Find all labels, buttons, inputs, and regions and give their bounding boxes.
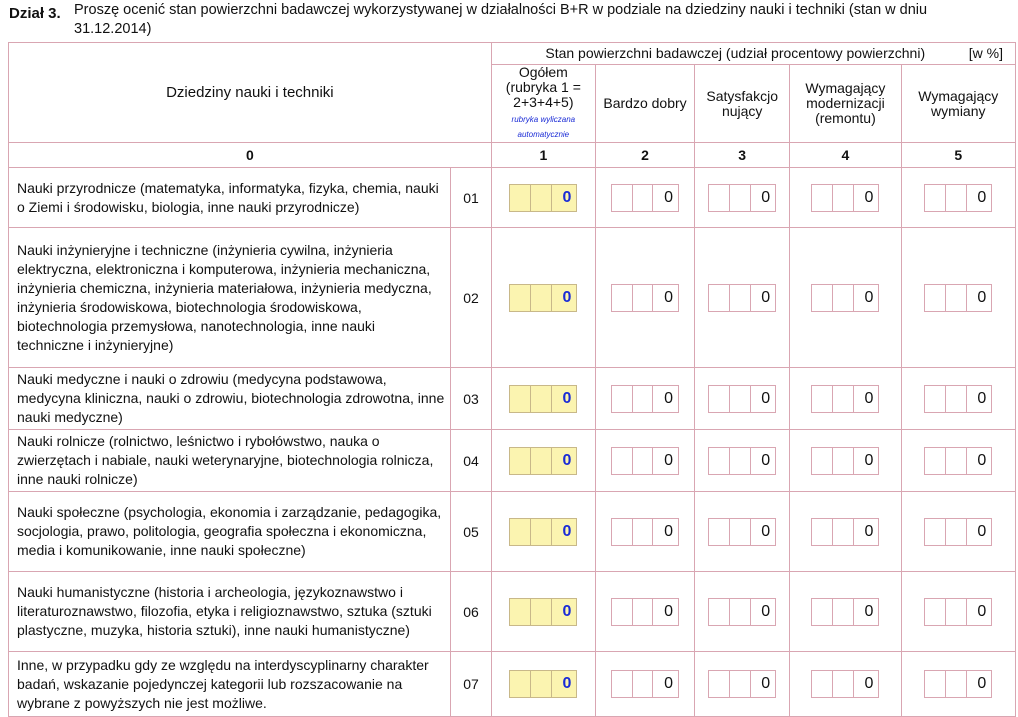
field-value: 0 — [977, 602, 987, 620]
field-value: 0 — [664, 389, 674, 407]
field-value: 0 — [977, 675, 987, 692]
total-field — [509, 518, 577, 546]
value-cell — [695, 168, 790, 228]
row-code: 07 — [451, 652, 491, 717]
percent-input[interactable] — [924, 598, 992, 626]
field-value: 0 — [664, 522, 674, 540]
table-row — [9, 652, 1016, 717]
percent-input[interactable] — [924, 385, 992, 413]
value-cell — [695, 430, 790, 492]
field-value: 0 — [977, 389, 987, 407]
domain-label: Nauki społeczne (psychologia, ekonomia i zarządzanie, pedagogika, socjologia, prawo, politologia, geografia społeczna i ekonomiczna, media i komunikowanie, inne nauki społeczne) — [9, 492, 451, 572]
value-cell — [595, 168, 694, 228]
field-value: 0 — [761, 288, 771, 306]
field-value: 0 — [761, 188, 771, 206]
field-value: 0 — [664, 451, 674, 469]
field-value: 0 — [761, 522, 771, 540]
total-cell — [491, 652, 595, 717]
value-cell — [790, 368, 901, 430]
field-value: 0 — [761, 675, 771, 692]
field-value: 0 — [562, 602, 572, 620]
total-cell — [491, 430, 595, 492]
field-value: 0 — [977, 288, 987, 306]
percent-input[interactable] — [811, 447, 879, 475]
percent-input[interactable] — [708, 447, 776, 475]
value-cell — [901, 572, 1015, 652]
value-cell — [595, 572, 694, 652]
total-field — [509, 284, 577, 312]
total-field — [509, 670, 577, 698]
field-value: 0 — [977, 522, 987, 540]
domain-label: Nauki humanistyczne (historia i archeologia, językoznawstwo i literaturoznawstwo, filozofia, etyka i religioznawstwo, sztuka (sztuki plastyczne, muzyka, historia sztuki), inne nauki humanistyczne) — [9, 572, 451, 652]
row-code: 04 — [451, 430, 491, 492]
total-cell — [491, 492, 595, 572]
percent-input[interactable] — [811, 184, 879, 212]
percent-input[interactable] — [924, 184, 992, 212]
field-value: 0 — [562, 188, 572, 206]
header-col3: Satysfakcjo nujący — [695, 65, 790, 143]
unit-label: [w %] — [968, 45, 1003, 61]
header-dziedziny: Dziedziny nauki i techniki — [9, 43, 492, 143]
header-col1-label: Ogółem (rubryka 1 = 2+3+4+5) — [505, 64, 581, 110]
field-value: 0 — [562, 288, 572, 306]
value-cell — [790, 430, 901, 492]
row-code: 06 — [451, 572, 491, 652]
percent-input[interactable] — [708, 598, 776, 626]
field-value: 0 — [977, 188, 987, 206]
percent-input[interactable] — [708, 385, 776, 413]
field-value: 0 — [562, 389, 572, 407]
percent-input[interactable] — [708, 518, 776, 546]
field-value: 0 — [761, 602, 771, 620]
field-value: 0 — [761, 451, 771, 469]
percent-input[interactable] — [708, 670, 776, 698]
field-value: 0 — [864, 675, 874, 692]
total-cell — [491, 368, 595, 430]
table-row — [9, 168, 1016, 228]
value-cell — [695, 652, 790, 717]
row-code: 05 — [451, 492, 491, 572]
section-label: Dział 3. — [9, 5, 61, 22]
field-value: 0 — [864, 451, 874, 469]
table-row — [9, 228, 1016, 368]
row-code: 03 — [451, 368, 491, 430]
domain-label: Nauki medyczne i nauki o zdrowiu (medycyna podstawowa, medycyna kliniczna, nauki o zdrowiu, biotechnologia zdrowotna, inne nauki medyczne) — [9, 368, 451, 430]
field-value: 0 — [864, 389, 874, 407]
percent-input[interactable] — [811, 385, 879, 413]
total-cell — [491, 168, 595, 228]
field-value: 0 — [664, 288, 674, 306]
header-stan — [491, 43, 1015, 65]
percent-input[interactable] — [811, 284, 879, 312]
value-cell — [901, 652, 1015, 717]
header-col5: Wymagający wymiany — [901, 65, 1015, 143]
value-cell — [595, 492, 694, 572]
row-code: 01 — [451, 168, 491, 228]
table-row — [9, 368, 1016, 430]
percent-input[interactable] — [611, 284, 679, 312]
percent-input[interactable] — [611, 670, 679, 698]
percent-input[interactable] — [924, 518, 992, 546]
field-value: 0 — [664, 602, 674, 620]
column-number-3: 3 — [695, 143, 790, 168]
value-cell — [595, 228, 694, 368]
value-cell — [695, 572, 790, 652]
total-cell — [491, 572, 595, 652]
field-value: 0 — [864, 288, 874, 306]
header-col1 — [491, 65, 595, 143]
header-col1-note: rubryka wyliczana automatycznie — [511, 115, 576, 139]
field-value: 0 — [562, 522, 572, 540]
field-value: 0 — [761, 389, 771, 407]
value-cell — [595, 652, 694, 717]
header-stan-label: Stan powierzchni badawczej (udział procentowy powierzchni) — [545, 45, 926, 61]
percent-input[interactable] — [924, 284, 992, 312]
domain-label: Nauki przyrodnicze (matematyka, informatyka, fizyka, chemia, nauki o Ziemi i środowisku, biologia, inne nauki przyrodnicze) — [9, 168, 451, 228]
value-cell — [790, 652, 901, 717]
table-row — [9, 492, 1016, 572]
total-cell — [491, 228, 595, 368]
field-value: 0 — [562, 675, 572, 692]
total-field — [509, 447, 577, 475]
field-value: 0 — [864, 602, 874, 620]
domain-label: Nauki inżynieryjne i techniczne (inżynieria cywilna, inżynieria elektryczna, elektroniczna i komputerowa, inżynieria mechaniczna, inżynieria chemiczna, inżynieria materiałowa, inżynieria medyczna, inżynieria środowiskowa, biotechnologia środowiskowa, biotechnologia przemysłowa, nanotechnologia, inne nauki techniczne i inżynieryjne) — [9, 228, 451, 368]
table-row — [9, 430, 1016, 492]
value-cell — [695, 368, 790, 430]
column-number-4: 4 — [790, 143, 901, 168]
value-cell — [790, 572, 901, 652]
table-row — [9, 572, 1016, 652]
value-cell — [790, 168, 901, 228]
value-cell — [595, 430, 694, 492]
percent-input[interactable] — [924, 447, 992, 475]
percent-input[interactable] — [611, 518, 679, 546]
total-field — [509, 184, 577, 212]
percent-input[interactable] — [611, 447, 679, 475]
field-value: 0 — [562, 451, 572, 469]
domain-label: Nauki rolnicze (rolnictwo, leśnictwo i rybołówstwo, nauka o zwierzętach i nabiale, nauki weterynaryjne, biotechnologia rolnicza, inne nauki rolnicze) — [9, 430, 451, 492]
header-col2: Bardzo dobry — [595, 65, 694, 143]
percent-input[interactable] — [611, 184, 679, 212]
field-value: 0 — [864, 188, 874, 206]
value-cell — [901, 430, 1015, 492]
field-value: 0 — [664, 188, 674, 206]
value-cell — [901, 492, 1015, 572]
percent-input[interactable] — [611, 598, 679, 626]
value-cell — [695, 492, 790, 572]
percent-input[interactable] — [708, 284, 776, 312]
total-field — [509, 385, 577, 413]
column-number-1: 1 — [491, 143, 595, 168]
percent-input[interactable] — [924, 670, 992, 698]
field-value: 0 — [664, 675, 674, 692]
percent-input[interactable] — [811, 598, 879, 626]
research-area-table — [8, 42, 1016, 717]
column-number-5: 5 — [901, 143, 1015, 168]
section-question: Proszę ocenić stan powierzchni badawczej wykorzystywanej w działalności B+R w podziale na dziedziny nauki i techniki (stan w dniu 31.12.2014) — [74, 2, 928, 37]
total-field — [509, 598, 577, 626]
domain-label: Inne, w przypadku gdy ze względu na interdyscyplinarny charakter badań, wskazanie pojedynczej kategorii lub rozszacowanie na wybrane z powyższych nie jest możliwe. — [9, 652, 451, 717]
value-cell — [901, 368, 1015, 430]
value-cell — [595, 368, 694, 430]
percent-input[interactable] — [811, 518, 879, 546]
value-cell — [901, 228, 1015, 368]
value-cell — [790, 228, 901, 368]
field-value: 0 — [864, 522, 874, 540]
value-cell — [901, 168, 1015, 228]
column-number-0: 0 — [9, 143, 492, 168]
percent-input[interactable] — [611, 385, 679, 413]
field-value: 0 — [977, 451, 987, 469]
value-cell — [695, 228, 790, 368]
percent-input[interactable] — [811, 670, 879, 698]
header-col4: Wymagający modernizacji (remontu) — [790, 65, 901, 143]
column-number-2: 2 — [595, 143, 694, 168]
value-cell — [790, 492, 901, 572]
row-code: 02 — [451, 228, 491, 368]
percent-input[interactable] — [708, 184, 776, 212]
